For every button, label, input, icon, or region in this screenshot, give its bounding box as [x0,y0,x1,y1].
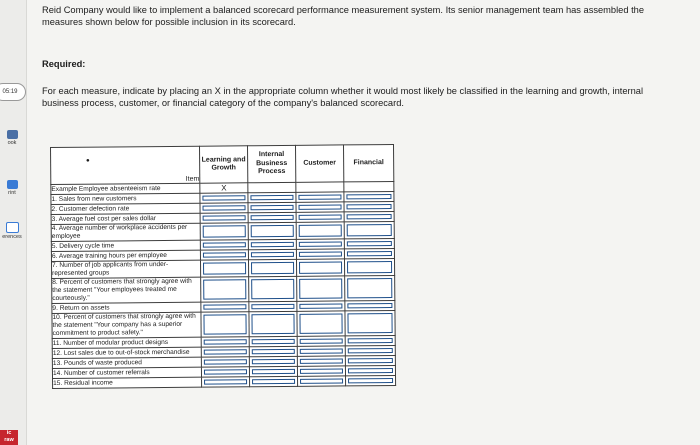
sidebar-item-print[interactable] [0,180,24,196]
measure-row [52,310,395,338]
sidebar-item-references[interactable] [0,222,24,240]
learning-growth-input[interactable] [201,337,249,347]
internal-process-input[interactable] [248,259,296,276]
internal-process-input[interactable] [248,202,296,212]
internal-process-input[interactable] [248,239,296,249]
customer-input[interactable] [297,301,345,311]
learning-growth-input[interactable] [201,347,249,357]
decorative-dot: • [86,155,90,167]
learning-growth-header: Learning and Growth [199,146,247,183]
financial-input[interactable] [346,375,396,385]
financial-input[interactable] [344,258,394,275]
empty-cell [296,182,344,192]
sidebar-item-label: erences [2,234,22,240]
learning-growth-input[interactable] [201,367,249,377]
timer-badge: 05:19 [0,83,26,101]
learning-growth-input[interactable] [201,302,249,312]
financial-input[interactable] [345,300,395,310]
measure-label: 6. Average training hours per employee [51,250,200,261]
learning-growth-input[interactable] [201,357,249,367]
question-instruction: For each measure, indicate by placing an X in the appropriate column whether it would most likely be classified in the learning and growth, internal business process, customer, or financial category of the company's balanced scorecard. [42,86,644,108]
internal-process-input[interactable] [249,346,297,356]
measure-label: 13. Pounds of waste produced [52,357,201,368]
empty-cell [248,182,296,192]
customer-input[interactable] [298,376,346,386]
learning-growth-input[interactable] [200,193,248,203]
customer-header: Customer [295,145,343,182]
learning-growth-input[interactable] [202,377,250,387]
measure-label: 12. Lost sales due to out-of-stock merchandise [52,347,201,358]
measure-row [53,375,396,388]
sidebar-item-label: rint [8,190,16,196]
customer-input[interactable] [297,336,345,346]
financial-input[interactable] [345,345,395,355]
customer-input[interactable] [296,212,344,222]
sidebar-item-book[interactable] [0,130,24,146]
internal-process-input[interactable] [249,366,297,376]
internal-process-input[interactable] [249,336,297,346]
customer-input[interactable] [296,239,344,249]
financial-input[interactable] [344,221,394,238]
scorecard-table [50,144,396,389]
measure-label: 10. Percent of customers that strongly agree with the statement "Your company has a superior commitment to product safety." [52,312,201,338]
financial-input[interactable] [344,211,394,221]
learning-growth-input[interactable] [200,250,248,260]
internal-process-input[interactable] [248,212,296,222]
customer-input[interactable] [297,366,345,376]
example-mark: X [200,183,248,193]
measure-row [52,275,395,303]
left-sidebar [0,0,27,445]
question-intro: Reid Company would like to implement a balanced scorecard performance measurement system. Its senior management team has assembled the measures shown below for possible inclusion in its scorecard. [42,5,645,27]
customer-input[interactable] [297,276,345,301]
scorecard-body [51,182,396,389]
measure-label: 11. Number of modular product designs [52,337,201,348]
customer-input[interactable] [296,222,344,239]
customer-input[interactable] [297,346,345,356]
financial-input[interactable] [345,365,395,375]
empty-cell [344,182,394,192]
customer-input[interactable] [296,259,344,276]
learning-growth-input[interactable] [201,312,249,337]
customer-input[interactable] [296,192,344,202]
internal-process-input[interactable] [248,222,296,239]
item-column-header [51,146,200,184]
financial-input[interactable] [345,335,395,345]
brand-badge[interactable] [0,430,18,445]
learning-growth-input[interactable] [200,260,248,277]
measure-label: 8. Percent of customers that strongly agree with the statement "Your employees treated me courteously." [52,277,201,303]
measure-label: 7. Number of job applicants from under-represented groups [51,260,200,278]
measure-label: 9. Return on assets [52,302,201,313]
internal-process-input[interactable] [249,276,297,301]
financial-input[interactable] [345,355,395,365]
required-label: Required: [42,59,86,69]
customer-input[interactable] [297,356,345,366]
internal-process-header: Internal Business Process [247,145,295,182]
measure-label: 14. Number of customer referrals [52,367,201,378]
financial-input[interactable] [345,310,395,335]
internal-process-input[interactable] [249,301,297,311]
measure-label: 15. Residual income [53,377,202,388]
internal-process-input[interactable] [250,376,298,386]
internal-process-input[interactable] [248,192,296,202]
financial-input[interactable] [344,202,394,212]
learning-growth-input[interactable] [200,213,248,223]
financial-header: Financial [343,145,393,182]
customer-input[interactable] [297,311,345,336]
example-label: Example Employee absenteeism rate [51,183,200,194]
item-header-label: Item [185,175,200,183]
references-icon [6,222,19,233]
customer-input[interactable] [296,249,344,259]
book-icon [7,130,18,139]
customer-input[interactable] [296,202,344,212]
internal-process-input[interactable] [249,311,297,336]
measure-label: 2. Customer defection rate [51,203,200,214]
internal-process-input[interactable] [249,356,297,366]
financial-input[interactable] [345,275,395,300]
measure-label: 5. Delivery cycle time [51,240,200,251]
financial-input[interactable] [344,248,394,258]
sidebar-item-label: ook [7,140,17,146]
measure-label: 4. Average number of workplace accidents per employee [51,223,200,241]
measure-label: 1. Sales from new customers [51,193,200,204]
learning-growth-input[interactable] [201,277,249,302]
financial-input[interactable] [344,192,394,202]
learning-growth-input[interactable] [200,223,248,240]
learning-growth-input[interactable] [200,240,248,250]
learning-growth-input[interactable] [200,203,248,213]
internal-process-input[interactable] [248,249,296,259]
brand-badge-text: ic raw [4,430,14,443]
financial-input[interactable] [344,238,394,248]
measure-label: 3. Average fuel cost per sales dollar [51,213,200,224]
print-icon [7,180,18,189]
